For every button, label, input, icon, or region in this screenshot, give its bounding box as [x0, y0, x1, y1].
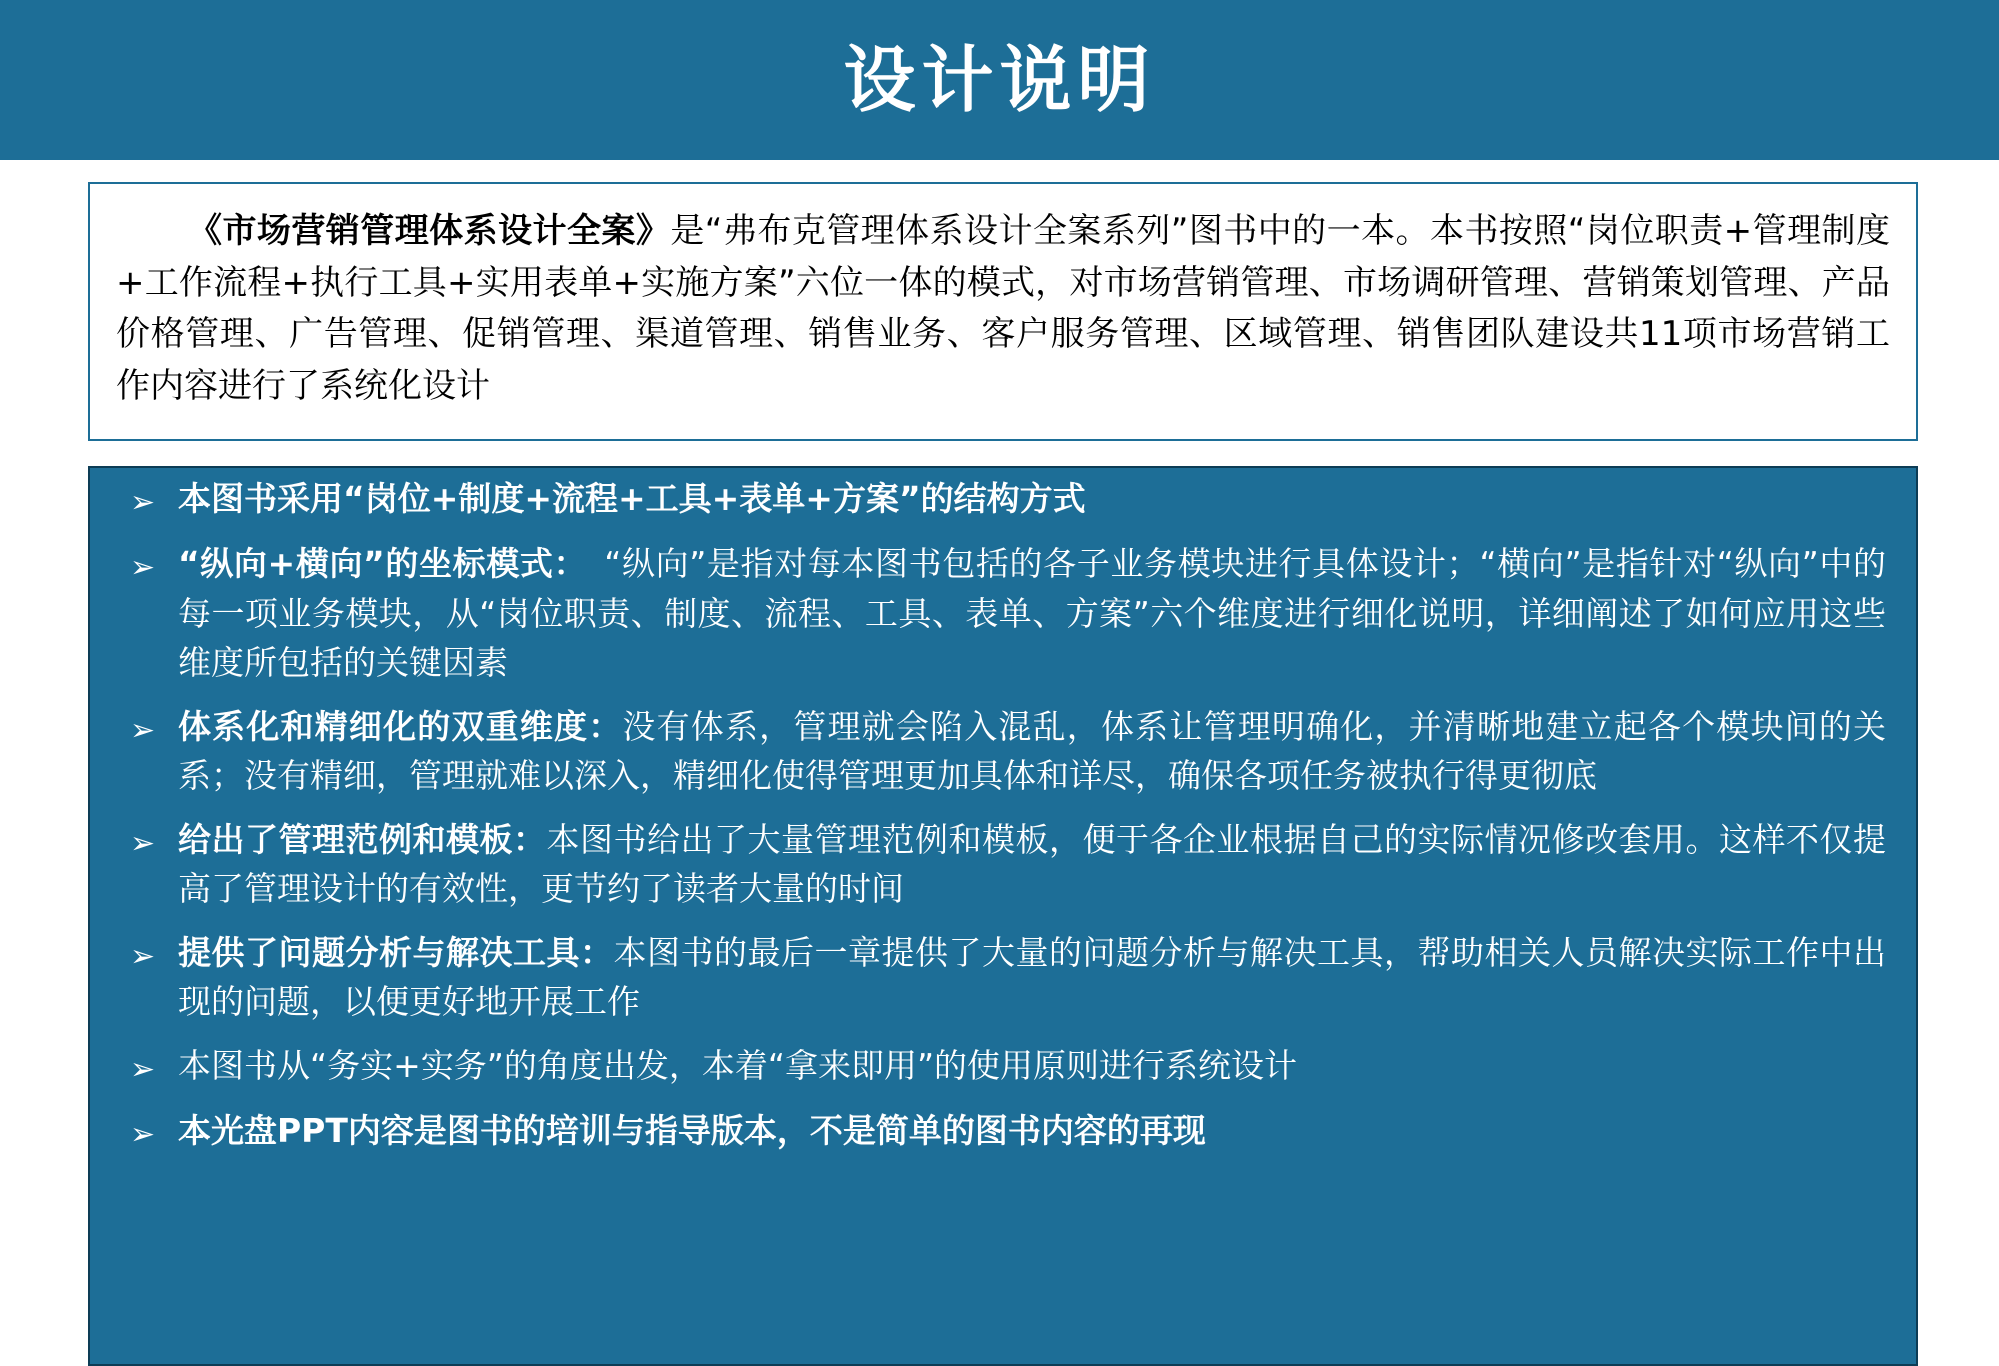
- list-item: [116, 1041, 1886, 1092]
- list-item-rest: 本图书给出了大量管理范例和模板，便于各企业根据自己的实际情况修改套用。这样不仅提高了管理设计的有效性，更节约了读者大量的时间: [178, 819, 1886, 908]
- list-item-text: [178, 928, 1886, 1027]
- intro-text-box: [88, 182, 1918, 441]
- arrow-bullet-icon: ➢: [130, 551, 156, 584]
- list-item-text: [178, 474, 1886, 524]
- arrow-bullet-icon: ➢: [130, 826, 156, 860]
- list-item: [116, 928, 1886, 1027]
- arrow-bullet-icon: ➢: [130, 939, 156, 973]
- list-item-rest: 本图书从“务实+实务”的角度出发，本着“拿来即用”的使用原则进行系统设计: [178, 1045, 1298, 1085]
- list-item-bold: 本光盘PPT内容是图书的培训与指导版本，不是简单的图书内容的再现: [178, 1110, 1206, 1150]
- arrow-bullet-icon: ➢: [130, 486, 156, 519]
- list-item: [116, 702, 1886, 801]
- list-item-text: [178, 539, 1886, 688]
- list-item-bold: 给出了管理范例和模板：: [178, 819, 547, 859]
- list-item: [116, 1106, 1886, 1157]
- list-item-rest: 没有体系，管理就会陷入混乱，体系让管理明确化，并清晰地建立起各个模块间的关系；没有精细，管理就难以深入，精细化使得管理更加具体和详尽，确保各项任务被执行得更彻底: [178, 706, 1887, 795]
- list-item-text: [178, 1106, 1886, 1156]
- list-item-rest: 本图书的最后一章提供了大量的问题分析与解决工具，帮助相关人员解决实际工作中出现的问题，以便更好地开展工作: [178, 932, 1886, 1021]
- list-item-bold: 提供了问题分析与解决工具：: [178, 932, 614, 972]
- arrow-bullet-icon: ➢: [130, 1052, 156, 1086]
- arrow-bullet-icon: ➢: [130, 713, 156, 747]
- list-item-text: [178, 1041, 1886, 1091]
- key-features-panel: [88, 466, 1918, 1366]
- book-title: 《市场营销管理体系设计全案》: [188, 211, 671, 251]
- list-item-rest: “纵向”是指对每本图书包括的各子业务模块进行具体设计；“横向”是指针对“纵向”中的每一项业务模块，从“岗位职责、制度、流程、工具、表单、方案”六个维度进行细化说明，详细阐述了如何应用这些维度所包括的关键因素: [178, 544, 1887, 682]
- list-item: [116, 474, 1886, 525]
- arrow-bullet-icon: ➢: [130, 1117, 156, 1151]
- list-item-bold: 体系化和精细化的双重维度：: [178, 706, 623, 746]
- list-item-text: [178, 815, 1886, 914]
- list-item: [116, 539, 1886, 688]
- intro-body: 是“弗布克管理体系设计全案系列”图书中的一本。本书按照“岗位职责+管理制度+工作流程+执行工具+实用表单+实施方案”六位一体的模式，对市场营销管理、市场调研管理、营销策划管理、产品价格管理、广告管理、促销管理、渠道管理、销售业务、客户服务管理、区域管理、销售团队建设共11项市场营销工作内容进行了系统化设计: [116, 211, 1890, 407]
- list-item-bold: 本图书采用“岗位+制度+流程+工具+表单+方案”的结构方式: [178, 479, 1086, 518]
- list-item-text: [178, 702, 1886, 801]
- list-item: [116, 815, 1886, 914]
- slide-title-bar: [0, 0, 1999, 160]
- page-title: 设计说明: [843, 37, 1156, 122]
- list-item-bold: “纵向+横向”的坐标模式：: [178, 544, 571, 583]
- intro-paragraph: [116, 206, 1890, 413]
